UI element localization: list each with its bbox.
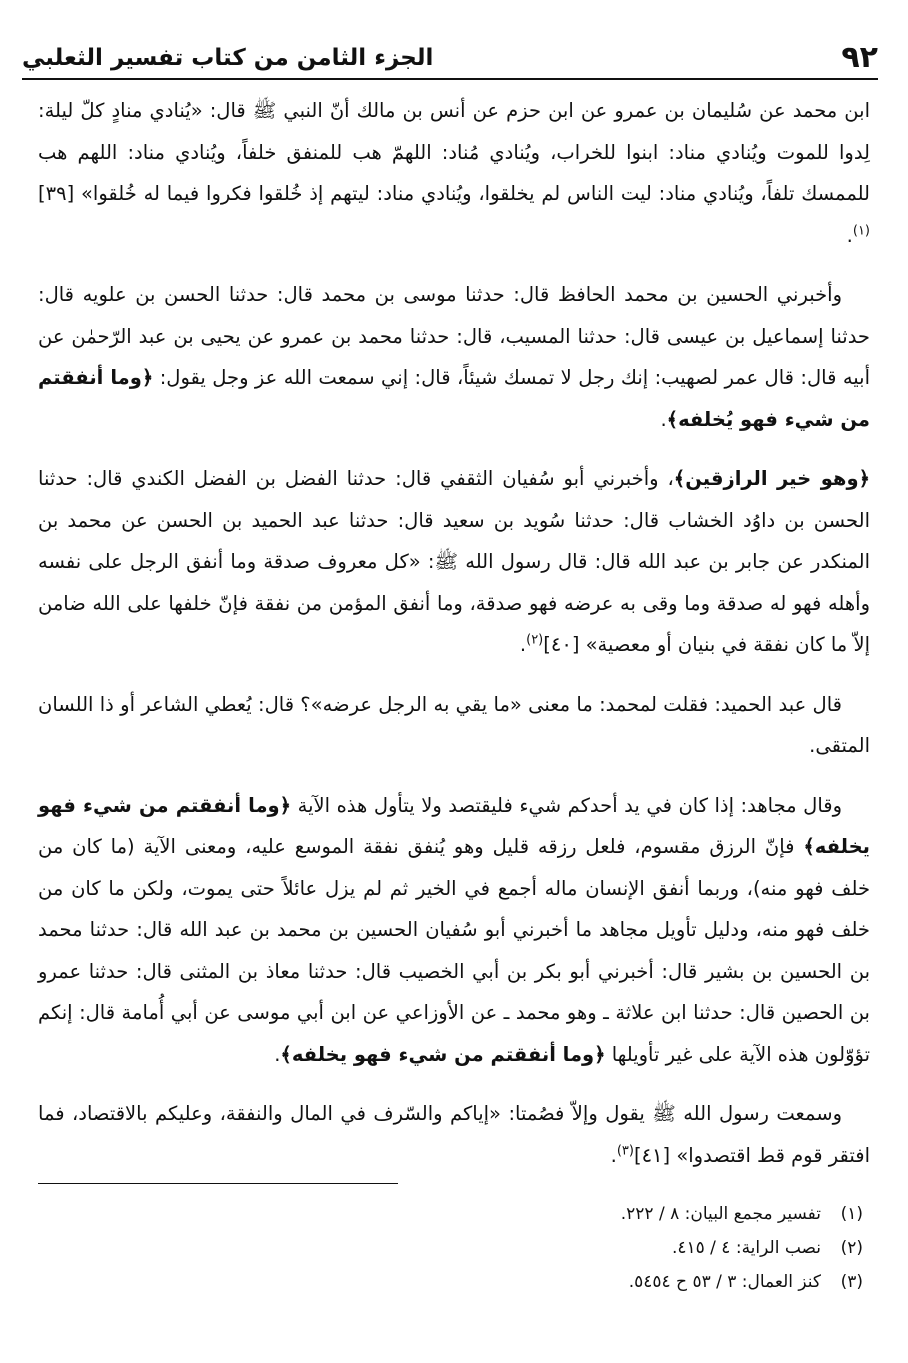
page-number: ٩٢ bbox=[841, 40, 878, 75]
text-run: قال عبد الحميد: فقلت لمحمد: ما معنى «ما يقي به الرجل عرضه»؟ قال: يُعطي الشاعر أو ذا اللسان المتقى. bbox=[38, 692, 870, 757]
text-run: . bbox=[274, 1042, 281, 1066]
footnote bbox=[300, 1197, 863, 1231]
paragraph bbox=[38, 1093, 870, 1176]
paragraph bbox=[38, 684, 870, 767]
footnote-text: نصب الراية: ٤ / ٤١٥. bbox=[671, 1238, 821, 1258]
running-title: الجزء الثامن من كتاب تفسير الثعلبي bbox=[22, 45, 434, 71]
text-run: ابن محمد عن سُليمان بن عمرو عن ابن حزم عن أنس بن مالك أنّ النبي ﷺ قال: «يُنادي منادٍ كلّ ليلة: لِدوا للموت ويُنادي مناد: ابنوا للخراب، ويُنادي مُناد: اللهمّ هب للمنفق خلفاً، ويُنادي مناد: اللهم هب للممسك تلفاً، ويُنادي مناد: ليت الناس لم يخلقوا، ويُنادي مناد: ليتهم إذ خُلقوا فكروا فيما له خُلقوا» [٣٩] bbox=[38, 99, 870, 205]
text-run: . bbox=[660, 407, 667, 431]
text-run: وقال مجاهد: إذا كان في يد أحدكم شيء فليقتصد ولا يتأول هذه الآية bbox=[291, 793, 842, 817]
text-run: فإنّ الرزق مقسوم، فلعل رزقه قليل وهو يُنفق نفقة الموسع عليه، ومعنى الآية (ما كان من خلف فهو منه)، وربما أنفق الإنسان ماله أجمع في الخير ثم لم يزل عائلاً حتى يموت، ولكن ما كان من خلف فهو منه، ودليل تأويل مجاهد ما أخبرني أبو سُفيان الحسين بن محمد بن عبد الله قال: حدثنا محمد بن الحسين بن بشير قال: أخبرني أبو بكر بن أبي الخصيب قال: حدثنا معاذ بن المثنى قال: حدثنا عمرو بن الحصين قال: حدثنا ابن علاثة ـ وهو محمد ـ عن الأوزاعي عن ابن أبي موسى عن أبي أُمامة قال: إنكم تؤوّلون هذه الآية على غير تأويلها bbox=[38, 835, 870, 1066]
quran-quote: ﴿وما أنفقتم من شيء فهو يُخلفه﴾ bbox=[38, 366, 870, 431]
footnote-number: (١) bbox=[840, 1204, 863, 1224]
footnote bbox=[300, 1231, 863, 1265]
footnote-ref: (٢) bbox=[526, 632, 544, 648]
footnote-number: (٢) bbox=[840, 1238, 863, 1258]
footnote-divider bbox=[38, 1183, 398, 1184]
paragraph bbox=[38, 785, 870, 1076]
main-text bbox=[38, 90, 870, 1194]
paragraph bbox=[38, 274, 870, 440]
text-run: وأخبرني الحسين بن محمد الحافظ قال: حدثنا موسى بن محمد قال: حدثنا الحسن بن علويه قال: حدثنا إسماعيل بن عيسى قال: حدثنا المسيب، قال: حدثنا محمد بن عمرو عن يحيى بن عبد الرّحمٰن عن أبيه قال: قال عمر لصهيب: إنك رجل لا تمسك شيئاً، قال: إني سمعت الله عز وجل يقول: bbox=[38, 283, 871, 389]
text-run: . bbox=[846, 223, 853, 247]
text-run: . bbox=[610, 1143, 617, 1167]
paragraph bbox=[38, 90, 870, 256]
footnote-ref: (١) bbox=[852, 223, 870, 238]
footnote-ref: (٣) bbox=[616, 1143, 634, 1158]
page-header bbox=[22, 28, 878, 78]
header-divider bbox=[22, 78, 878, 80]
footnote-text: كنز العمال: ٣ / ٥٣ ح ٥٤٥٤. bbox=[628, 1272, 821, 1292]
footnote-text: تفسير مجمع البيان: ٨ / ٢٢٢. bbox=[620, 1204, 821, 1224]
paragraph bbox=[38, 458, 870, 666]
text-run: وسمعت رسول الله ﷺ يقول وإلاّ فصُمتا: «إياكم والسّرف في المال والنفقة، وعليكم بالاقتصاد، فما افتقر قوم قط اقتصدوا» [٤١] bbox=[38, 1102, 870, 1167]
quran-quote: ﴿وما أنفقتم من شيء فهو يخلفه﴾ bbox=[38, 793, 870, 858]
text-run: ، وأخبرني أبو سُفيان الثقفي قال: حدثنا الفضل بن الفضل الكندي قال: حدثنا الحسن بن داوُد الخشاب قال: حدثنا سُويد بن سعيد قال: حدثنا عبد الحميد بن الحسن عن محمد بن المنكدر عن جابر بن عبد الله قال: قال رسول الله ﷺ: «كل معروف صدقة وما أنفق الرجل على نفسه وأهله فهو له صدقة وما وقى به عرضه فهو صدقة، وما أنفق المؤمن من نفقة فإنّ خلفها على الله ضامن إلاّ ما كان نفقة في بنيان أو معصية» [٤٠] bbox=[38, 467, 870, 656]
footnotes bbox=[300, 1197, 863, 1299]
footnote bbox=[300, 1265, 863, 1299]
quran-quote: ﴿وما أنفقتم من شيء فهو يخلفه﴾ bbox=[280, 1042, 606, 1066]
footnote-number: (٣) bbox=[840, 1272, 863, 1292]
quran-quote: ﴿وهو خير الرازقين﴾ bbox=[673, 467, 870, 490]
text-run: . bbox=[519, 633, 527, 656]
